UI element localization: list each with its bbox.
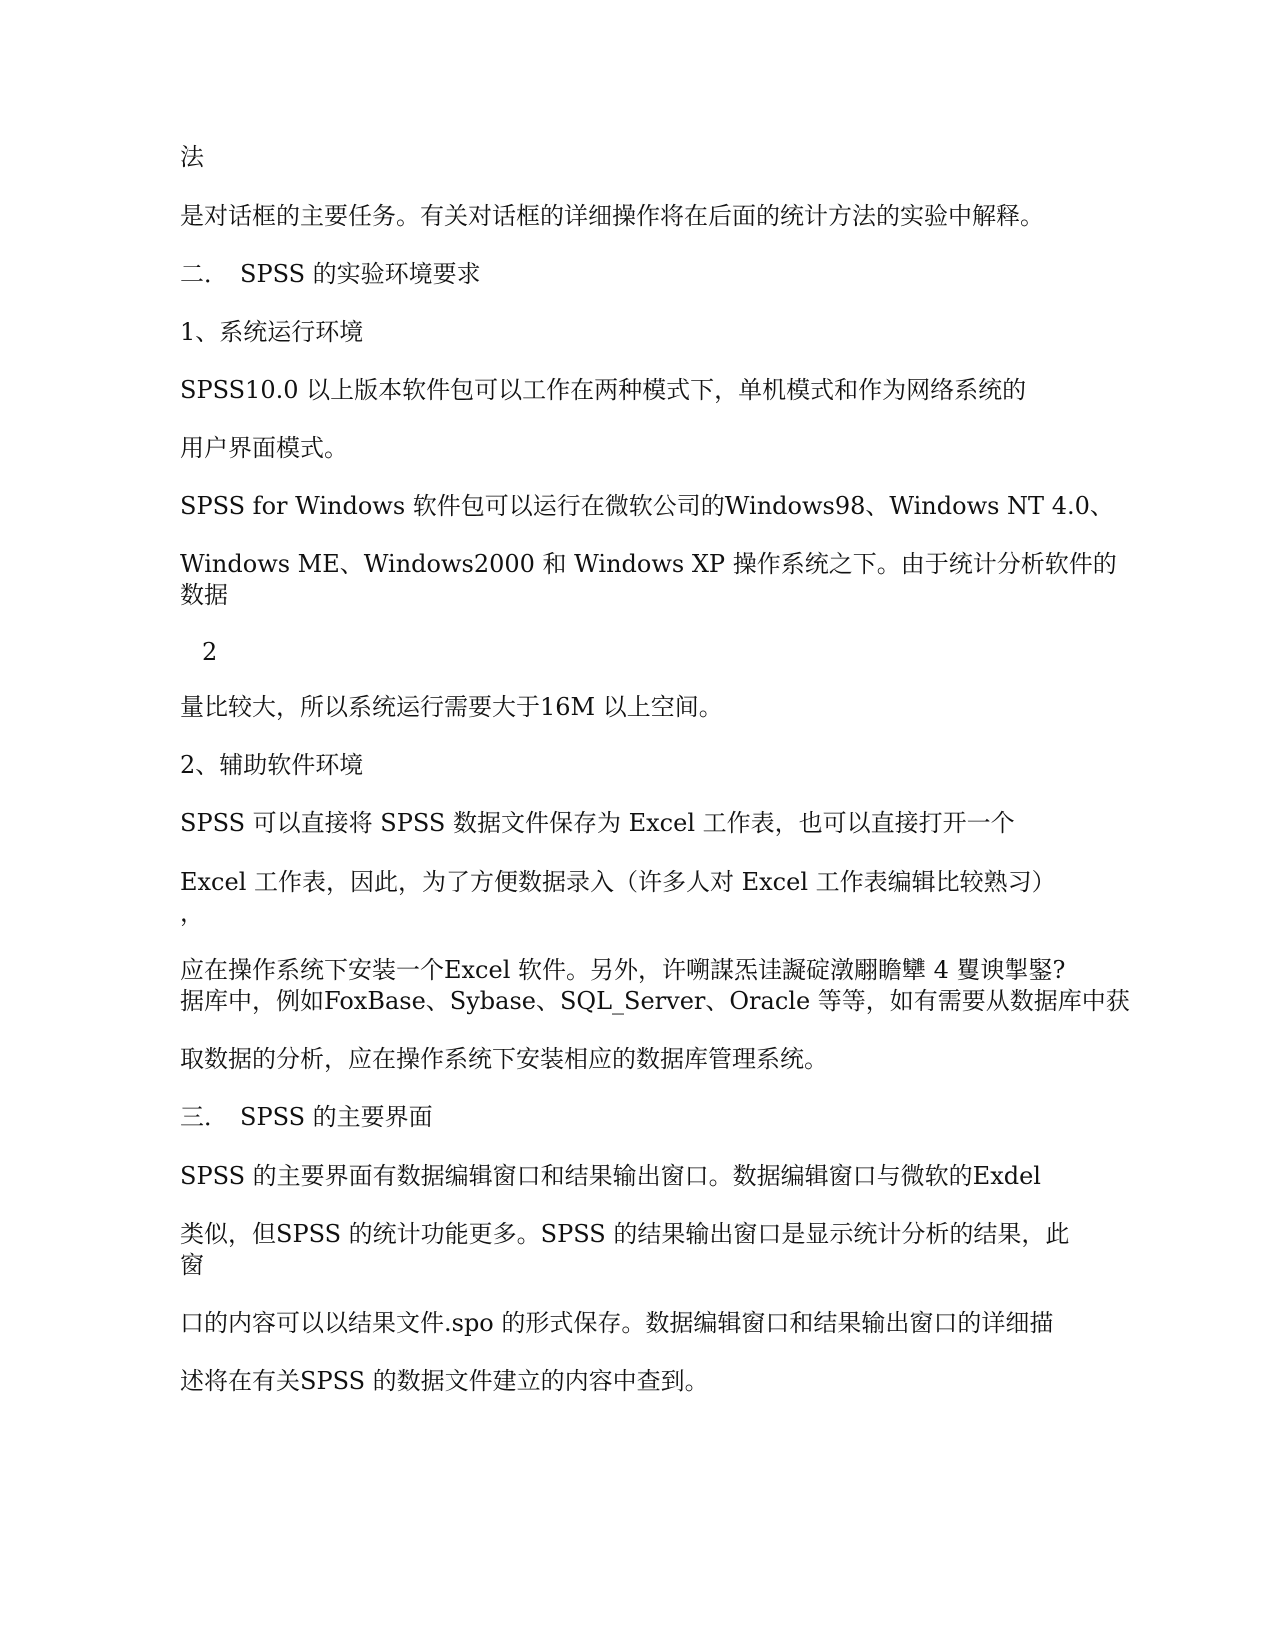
text-line: 取数据的分析，应在操作系统下安装相应的数据库管理系统。 (180, 1045, 828, 1073)
page-number: 2 (202, 638, 218, 666)
text-line: 口的内容可以以结果文件.spo 的形式保存。数据编辑窗口和结果输出窗口的详细描 (180, 1309, 1054, 1337)
text-line-wrap: ， (180, 899, 204, 927)
text-line: 类似，但SPSS 的统计功能更多。SPSS 的结果输出窗口是显示统计分析的结果，此 (180, 1220, 1070, 1248)
text-line: SPSS for Windows 软件包可以运行在微软公司的Windows98、Windows NT 4.0、 (180, 492, 1114, 520)
text-line: Windows ME、Windows2000 和 Windows XP 操作系统之下。由于统计分析软件的 (180, 550, 1117, 578)
text-line: 用户界面模式。 (180, 434, 348, 462)
text-line-wrap: 窗 (180, 1251, 204, 1279)
text-line: 法 (180, 143, 204, 171)
section-heading: 二． SPSS 的实验环境要求 (180, 260, 481, 288)
text-line-wrap: 数据 (180, 581, 228, 609)
text-line: 据库中，例如FoxBase、Sybase、SQL_Server、Oracle 等等，如有需要从数据库中获 (180, 987, 1130, 1015)
text-line: Excel 工作表，因此，为了方便数据录入（许多人对 Excel 工作表编辑比较熟习） (180, 868, 1056, 896)
text-line: 量比较大，所以系统运行需要大于16M 以上空间。 (180, 693, 723, 721)
text-line: SPSS10.0 以上版本软件包可以工作在两种模式下，单机模式和作为网络系统的 (180, 376, 1027, 404)
text-line: 应在操作系统下安装一个Excel 软件。另外，许嗍謀炁诖譺碇潡翢瞻犫 4 矍谀掣鋻? (180, 956, 1066, 984)
subsection-heading: 1、系统运行环境 (180, 318, 364, 346)
text-line: SPSS 可以直接将 SPSS 数据文件保存为 Excel 工作表，也可以直接打开一个 (180, 809, 1015, 837)
section-heading: 三． SPSS 的主要界面 (180, 1103, 433, 1131)
subsection-heading: 2、辅助软件环境 (180, 751, 364, 779)
text-line: 是对话框的主要任务。有关对话框的详细操作将在后面的统计方法的实验中解释。 (180, 202, 1044, 230)
text-line: 述将在有关SPSS 的数据文件建立的内容中查到。 (180, 1367, 709, 1395)
text-line: SPSS 的主要界面有数据编辑窗口和结果输出窗口。数据编辑窗口与微软的Exdel (180, 1162, 1041, 1190)
